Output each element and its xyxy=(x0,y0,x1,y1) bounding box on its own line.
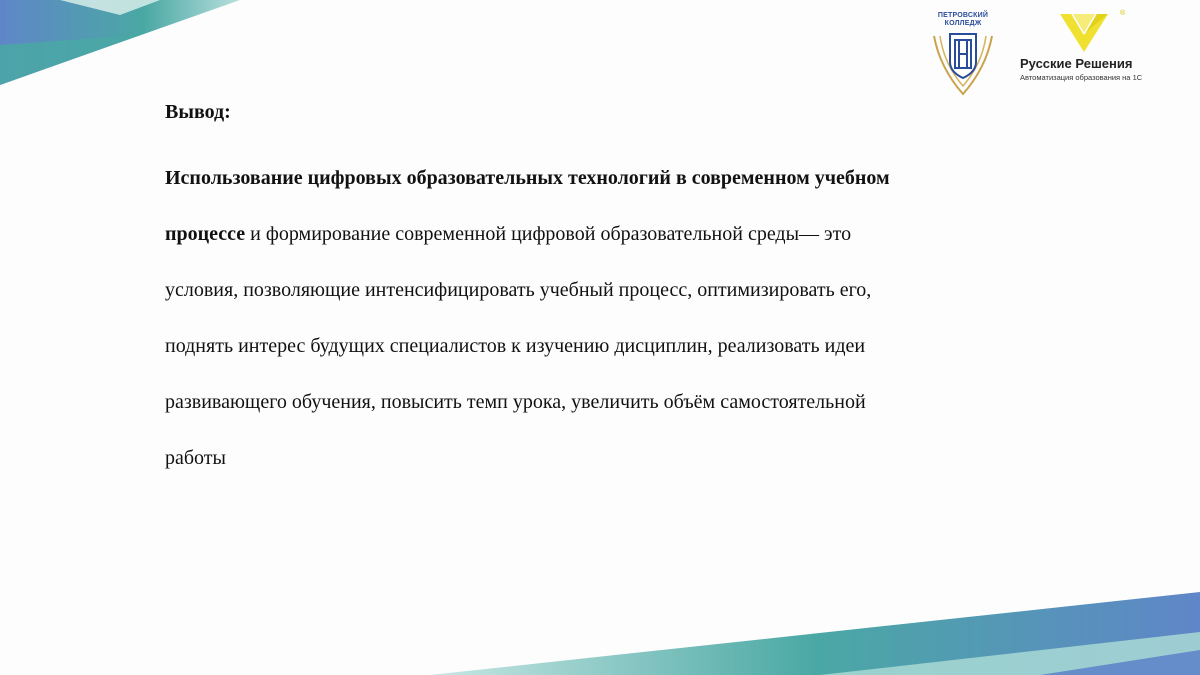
slide-content xyxy=(165,92,925,486)
russkie-resheniya-logo xyxy=(1016,10,1156,90)
college-name xyxy=(926,12,1000,28)
college-name-line1: ПЕТРОВСКИЙ xyxy=(937,12,989,19)
conclusion-paragraph xyxy=(165,150,925,486)
registered-mark: ® xyxy=(1120,10,1126,17)
paragraph-rest: и формирование современной цифровой образовательной среды— это условия, позволяющие интенсифицировать учебный процесс, оптимизировать его, поднять интерес будущих специалистов к изучению дисциплин, реализовать идеи развивающего обучения, повысить темп урока, увеличить объём самостоятельной работы xyxy=(165,223,872,469)
paragraph-bold-phrase: Использование цифровых образовательных технологий в современном учебном процессе xyxy=(165,167,890,245)
college-crest-icon xyxy=(930,28,996,98)
logos-area xyxy=(920,10,1160,100)
russkie-resheniya-hexagon-icon xyxy=(1054,12,1114,54)
college-name-line2: КОЛЛЕДЖ xyxy=(944,20,982,27)
college-logo xyxy=(926,10,1000,100)
slide-heading: Вывод: xyxy=(165,101,231,123)
company-name: Русские Решения xyxy=(1020,56,1133,71)
company-tagline: Автоматизация образования на 1С xyxy=(1020,73,1143,82)
